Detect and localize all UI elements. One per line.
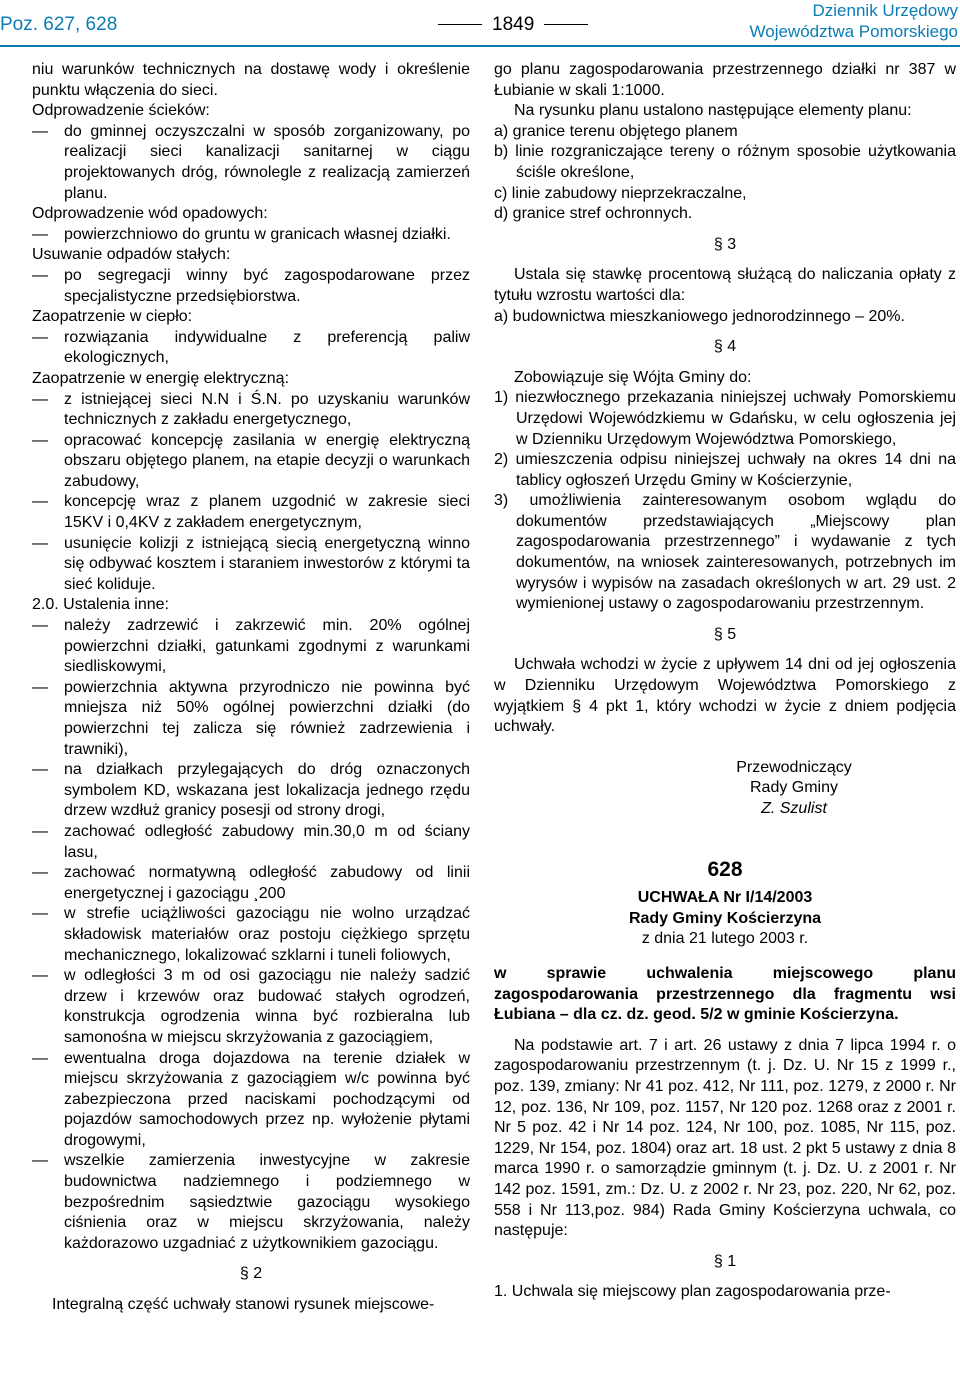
paragraph-lst: d) granice stref ochronnych.: [494, 205, 693, 223]
paragraph-dash: — rozwiązania indywidualne z preferencją paliw ekologicznych,: [32, 328, 470, 369]
paragraph-ind: Integralną część uchwały stanowi rysunek miejscowe-: [52, 1296, 435, 1314]
resolution-number: 628: [707, 857, 743, 881]
paragraph-ind: Ustala się stawkę procentową służącą do naliczania opłaty z tytułu wzrostu wartości dla:: [494, 266, 956, 304]
paragraph-sect: § 5: [713, 625, 737, 643]
paragraph-lst: 3) umożliwienia zainteresowanym osobom wglądu do dokumentów przedstawiających „Miejscowy plan zagospodarowania przestrzennego” i wydawanie z tych dokumentów, na wniosek zainteresowanych, potrzebnych im wyrysów i wypisów na zasadach określonych w art. 29 ust. 2 wymienionej ustawy o zagospodarowaniu przestrzennym.: [494, 492, 956, 613]
page-number: 1849: [428, 14, 598, 36]
resolution-first-line: 1. Uchwala się miejscowy plan zagospodarowania prze-: [494, 1283, 891, 1301]
paragraph-dash: — na działkach przylegających do dróg oznaczonych symbolem KD, wskazana jest lokalizacja jednego rzędu drzew wzdłuż granicy posesji od strony drogi,: [32, 760, 470, 822]
paragraph-dash: — koncepcję wraz z planem uzgodnić w zakresie sieci 15KV i 0,4KV z zakładem energetycznym,: [32, 492, 470, 533]
paragraph-p: go planu zagospodarowania przestrzennego działki nr 387 w Łubianie w skali 1:1000.: [494, 61, 956, 99]
paragraph-p: niu warunków technicznych na dostawę wody i określenie punktu włączenia do sieci.: [32, 61, 470, 99]
signature-block: [694, 758, 894, 820]
paragraph-dash: — opracować koncepcję zasilania w energię elektryczną obszaru objętego planem, na etapie decyzji o warunkach zabudowy,: [32, 431, 470, 493]
paragraph-p: Odprowadzenie ścieków:: [32, 102, 210, 120]
paragraph-lst: 2) umieszczenia odpisu niniejszej uchwały na okres 14 dni na tablicy ogłoszeń Urzędu Gminy w Kościerzynie,: [494, 451, 956, 489]
paragraph-lst: a) budownictwa mieszkaniowego jednorodzinnego – 20%.: [494, 307, 905, 325]
paragraph-num: 2.0. Ustalenia inne:: [32, 596, 169, 614]
paragraph-dash: — zachować odległość zabudowy min.30,0 m od ściany lasu,: [32, 822, 470, 863]
paragraph-dash: — ewentualna droga dojazdowa na terenie działek w miejscu skrzyżowania z gazociągiem w/c powinna być zabezpieczona przed naciskami pochodzącymi od pojazdów samochodowych przez np. wyłożenie płytami drogowymi,: [32, 1049, 470, 1152]
resolution-date: z dnia 21 lutego 2003 r.: [641, 930, 809, 948]
paragraph-dash: — w odległości 3 m od osi gazociągu nie należy sadzić drzew i krzewów oraz budować stałych ogrodzeń, konstrukcja ogrodzenia winna być rozbieralna lub samonośna w miejscu skrzyżowania z gazociągiem,: [32, 966, 470, 1048]
journal-title-line1: Dziennik Urzędowy: [812, 1, 958, 20]
journal-title-line2: Województwa Pomorskiego: [749, 22, 958, 41]
resolution-title: UCHWAŁA Nr I/14/2003: [637, 889, 813, 907]
signature-body: Rady Gminy: [749, 779, 839, 797]
right-column: [494, 60, 956, 1303]
paragraph-lst: b) linie rozgraniczające tereny o różnym sposobie użytkowania ściśle określone,: [494, 143, 956, 181]
signature-role: Przewodniczący: [736, 758, 852, 776]
paragraph-dash: — usunięcie kolizji z istniejącą siecią energetyczną winno się odbywać kosztem i staraniem inwestorów z którymi ta sieć koliduje.: [32, 534, 470, 596]
paragraph-sect: § 2: [239, 1265, 263, 1283]
paragraph-ind: Na rysunku planu ustalono następujące elementy planu:: [514, 102, 912, 120]
paragraph-p: Odprowadzenie wód opadowych:: [32, 205, 268, 223]
page-header: [0, 0, 960, 46]
paragraph-ind: Zobowiązuje się Wójta Gminy do:: [514, 368, 752, 386]
paragraph-lst: 1) niezwłocznego przekazania niniejszej uchwały Pomorskiemu Urzędowi Wojewódzkiemu w Gdańsku, w celu ogłoszenia jej w Dzienniku Urzędowym Województwa Pomorskiego,: [494, 389, 956, 448]
resolution-preamble: Na podstawie art. 7 i art. 26 ustawy z dnia 7 lipca 1994 r. o zagospodarowaniu przestrzennym (t. j. Dz. U. Nr 15 z 1999 r., poz. 139, zmiany: Nr 41 poz. 412, Nr 111, poz. 1279, z 2000 r. Nr 12, poz. 136, Nr 109, poz. 1157, Nr 120 poz. 1268 oraz z 2001 r. Nr 5 poz. 42 i Nr 14 poz. 124, Nr 100, poz. 1085, Nr 115, poz. 1229, Nr 154, poz. 1804) oraz art. 18 ust. 2 pkt 5 ustawy z dnia 8 marca 1990 r. o samorządzie gminnym (t. j. Dz. U. z 2001 r. Nr 142 poz. 1591, zm.: Dz. U. z 2002 r. Nr 23, poz. 220, Nr 62, poz. 558 i Nr 113,poz. 984) Rada Gminy Kościerzyna uchwala, co następuje:: [494, 1036, 956, 1240]
left-column: [32, 60, 470, 1316]
signature-name: Z. Szulist: [761, 800, 827, 817]
right-column-paragraphs: [494, 60, 956, 738]
paragraph-dash: — wszelkie zamierzenia inwestycyjne w zakresie budownictwa nadziemnego i podziemnego w bezpośrednim sąsiedztwie gazociągu wysokiego ciśnienia oraz w miejscu skrzyżowania, należy każdorazowo uzgadniać z użytkownikiem gazociągu.: [32, 1151, 470, 1254]
paragraph-dash: — z istniejącej sieci N.N i Ś.N. po uzyskaniu warunków technicznych z zakładu energetycznego,: [32, 390, 470, 431]
paragraph-dash: — do gminnej oczyszczalni w sposób zorganizowany, po realizacji sieci kanalizacji sanitarnej w ciągu projektowanych dróg, równolegle z realizacją zamierzeń planu.: [32, 122, 470, 204]
resolution-council: Rady Gminy Kościerzyna: [628, 909, 822, 927]
paragraph-sect: § 4: [713, 338, 737, 356]
paragraph-lst: a) granice terenu objętego planem: [494, 122, 738, 140]
paragraph-dash: — powierzchniowo do gruntu w granicach własnej działki.: [32, 225, 470, 246]
resolution-section: § 1: [713, 1252, 737, 1270]
resolution-subject: w sprawie uchwalenia miejscowego planu zagospodarowania przestrzennego dla fragmentu wsi Łubiana – dla cz. dz. geod. 5/2 w gminie Kościerzyna.: [494, 964, 956, 1024]
paragraph-dash: — należy zadrzewić i zakrzewić min. 20% ogólnej powierzchni działki, gatunkami zgodnymi z warunkami siedliskowymi,: [32, 616, 470, 678]
paragraph-sect: § 3: [713, 235, 737, 253]
position-reference: Poz. 627, 628: [0, 14, 118, 35]
paragraph-ind: Uchwała wchodzi w życie z upływem 14 dni od jej ogłoszenia w Dzienniku Urzędowym Województwa Pomorskiego z wyjątkiem § 4 pkt 1, który wchodzi w życie z dniem podjęcia uchwały.: [494, 656, 956, 736]
journal-title: [750, 0, 959, 42]
paragraph-dash: — zachować normatywną odległość zabudowy od linii energetycznej i gazociągu ¸200: [32, 863, 470, 904]
paragraph-dash: — w strefie uciążliwości gazociągu nie wolno urządzać składowisk materiałów oraz postoju ciężkiego sprzętu mechanicznego, lokalizować szklarni i tuneli foliowych,: [32, 904, 470, 966]
paragraph-p: Usuwanie odpadów stałych:: [32, 246, 231, 264]
paragraph-dash: — powierzchnia aktywna przyrodniczo nie powinna być mniejsza niż 50% ogólnej powierzchni działki (do powierzchni tej zalicza się również zadrzewienia i trawniki),: [32, 678, 470, 760]
paragraph-p: Zaopatrzenie w ciepło:: [32, 308, 193, 326]
paragraph-dash: — po segregacji winny być zagospodarowane przez specjalistyczne przedsiębiorstwa.: [32, 266, 470, 307]
header-rule: [0, 45, 960, 47]
paragraph-p: Zaopatrzenie w energię elektryczną:: [32, 369, 290, 387]
paragraph-lst: c) linie zabudowy nieprzekraczalne,: [494, 184, 747, 202]
